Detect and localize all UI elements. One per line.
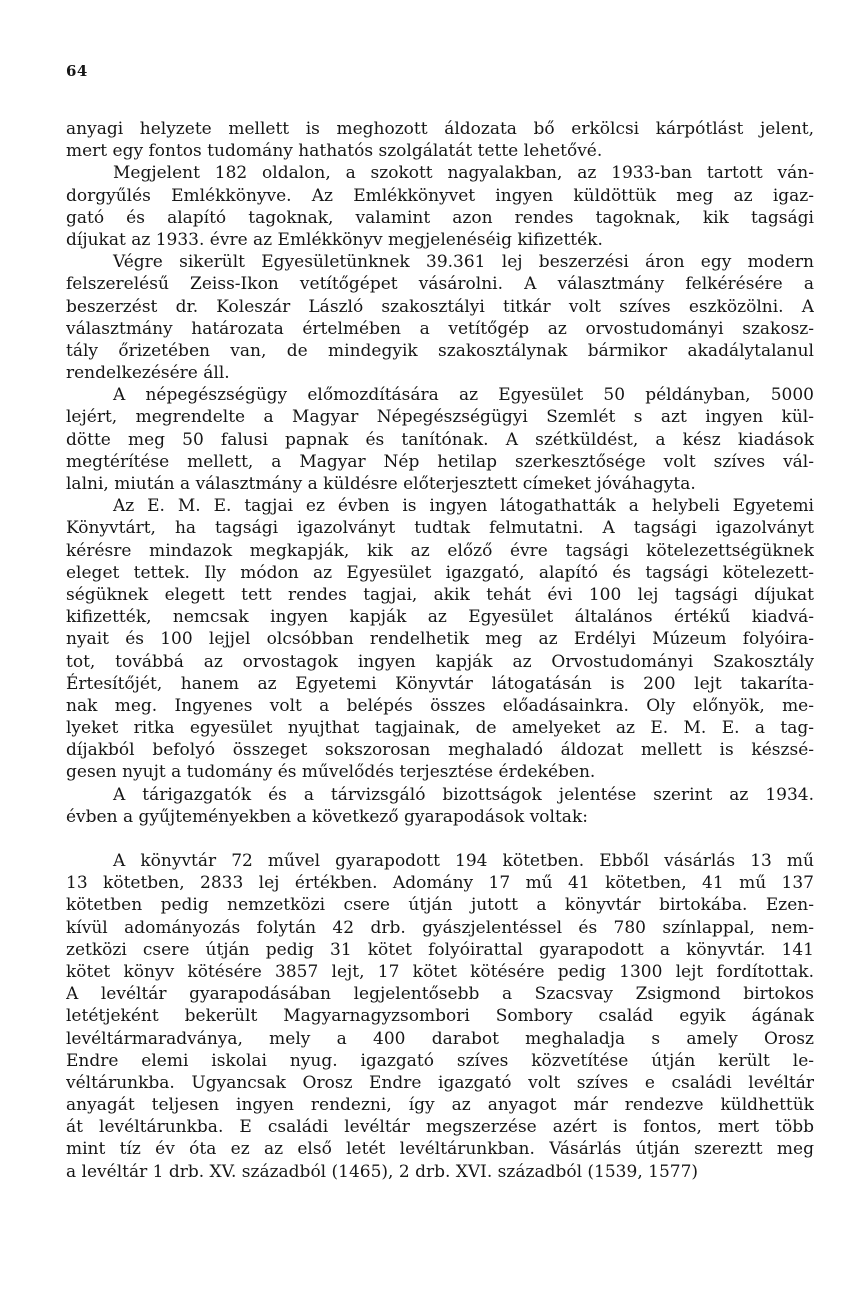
text-line: lalni, miután a választmány a küldésre előterjesztett címeket jóváhagyta. [66, 474, 696, 494]
paragraph-gap [66, 828, 814, 850]
text-line: gató és alapító tagoknak, valamint azon rendes tagoknak, kik tagsági [66, 207, 814, 228]
text-line: Értesítőjét, hanem az Egyetemi Könyvtár látogatásán is 200 lejt takaríta- [66, 673, 814, 694]
text-line: választmány határozata értelmében a vetítőgép az orvostudományi szakosz- [66, 318, 814, 339]
paragraph [66, 162, 814, 251]
paragraph [66, 850, 814, 1183]
text-line: Endre elemi iskolai nyug. igazgató szíves közvetítése útján került le- [66, 1050, 814, 1071]
text-line: Megjelent 182 oldalon, a szokott nagyalakban, az 1933-ban tartott ván- [113, 163, 814, 184]
text-line: nak meg. Ingyenes volt a belépés összes előadásainkra. Oly előnyök, me- [66, 695, 814, 716]
text-line: évben a gyűjteményekben a következő gyarapodások voltak: [66, 806, 588, 827]
text-line: nyait és 100 lejjel olcsóbban rendelhetik meg az Erdélyi Múzeum folyóira- [66, 629, 814, 650]
text-line: letétjeként bekerült Magyarnagyzsombori Sombory család egyik ágának [66, 1006, 814, 1027]
text-line: kívül adományozás folytán 42 drb. gyászjelentéssel és 780 színlappal, nem- [66, 917, 814, 938]
text-line: kifizették, nemcsak ingyen kapják az Egyesület általános értékű kiadvá- [66, 607, 814, 628]
paragraph [66, 495, 814, 783]
text-line: gesen nyujt a tudomány és művelődés terjesztése érdekében. [66, 762, 596, 783]
text-line: lyeket ritka egyesület nyujthat tagjainak, de amelyeket az E. M. E. a tag- [66, 718, 814, 739]
text-line: véltárunkba. Ugyancsak Orosz Endre igazgató volt szíves e családi levéltár [66, 1072, 814, 1093]
text-line: felszerelésű Zeiss-Ikon vetítőgépet vásárolni. A választmány felkérésére a [66, 274, 814, 295]
text-line: A levéltár gyarapodásában legjelentősebb a Szacsvay Zsigmond birtokos [66, 984, 814, 1005]
text-line: ségüknek elegett tett rendes tagjai, akik tehát évi 100 lej tagsági díjukat [66, 584, 814, 605]
paragraph [66, 784, 814, 828]
text-line: lejért, megrendelte a Magyar Népegészségügyi Szemlét s azt ingyen kül- [66, 407, 814, 428]
paragraph [66, 251, 814, 384]
text-line: A tárigazgatók és a tárvizsgáló bizottságok jelentése szerint az 1934. [113, 784, 814, 805]
text-line: a levéltár 1 drb. XV. századból (1465), 2 drb. XVI. századból (1539, 1577) [66, 1161, 699, 1182]
text-line: díjukat az 1933. évre az Emlékkönyv megjelenéséig kifizették. [66, 229, 603, 250]
text-line: Végre sikerült Egyesületünknek 39.361 lej beszerzési áron egy modern [113, 252, 814, 273]
paragraph [66, 384, 814, 495]
text-line: kötetben pedig nemzetközi csere útján jutott a könyvtár birtokába. Ezen- [66, 895, 814, 916]
text-line: Az E. M. E. tagjai ez évben is ingyen látogathatták a helybeli Egyetemi [113, 496, 814, 517]
text-line: levéltármaradványa, mely a 400 darabot meghaladja s amely Orosz [66, 1028, 814, 1049]
text-line: megtérítése mellett, a Magyar Nép hetilap szerkesztősége volt szíves vál- [66, 451, 814, 472]
text-line: eleget tettek. Ily módon az Egyesület igazgató, alapító és tagsági kötelezett- [66, 562, 814, 583]
text-line: beszerzést dr. Koleszár László szakosztályi titkár volt szíves eszközölni. A [66, 296, 814, 317]
text-line: zetközi csere útján pedig 31 kötet folyóirattal gyarapodott a könyvtár. 141 [66, 939, 814, 960]
paragraph [66, 118, 814, 162]
text-line: dorgyűlés Emlékkönyve. Az Emlékkönyvet ingyen küldöttük meg az igaz- [66, 185, 814, 206]
text-line: át levéltárunkba. E családi levéltár megszerzése azért is fontos, mert több [66, 1117, 814, 1138]
text-line: A könyvtár 72 művel gyarapodott 194 kötetben. Ebből vásárlás 13 mű [113, 851, 814, 871]
text-line: tály őrizetében van, de mindegyik szakosztálynak bármikor akadálytalanul [66, 340, 814, 361]
text-line: anyagi helyzete mellett is meghozott áldozata bő erkölcsi kárpótlást jelent, [66, 119, 814, 139]
text-line: dötte meg 50 falusi papnak és tanítónak. A szétküldést, a kész kiadások [66, 429, 814, 450]
page-number: 64 [66, 62, 88, 80]
body-text [66, 118, 814, 1183]
text-line: mert egy fontos tudomány hathatós szolgálatát tette lehetővé. [66, 141, 603, 162]
text-line: Könyvtárt, ha tagsági igazolványt tudtak felmutatni. A tagsági igazolványt [66, 518, 814, 539]
text-line: A népegészségügy előmozdítására az Egyesület 50 példányban, 5000 [113, 385, 814, 406]
text-line: mint tíz év óta ez az első letét levéltárunkban. Vásárlás útján szereztt meg [66, 1139, 814, 1160]
text-line: kérésre mindazok megkapják, kik az előző évre tagsági kötelezettségüknek [66, 540, 814, 561]
text-line: 13 kötetben, 2833 lej értékben. Adomány 17 mű 41 kötetben, 41 mű 137 [66, 873, 814, 894]
text-line: díjakból befolyó összeget sokszorosan meghaladó áldozat mellett is készsé- [66, 740, 814, 761]
text-line: tot, továbbá az orvostagok ingyen kapják az Orvostudományi Szakosztály [66, 651, 814, 672]
text-line: rendelkezésére áll. [66, 363, 230, 384]
text-line: anyagát teljesen ingyen rendezni, így az anyagot már rendezve küldhettük [66, 1095, 814, 1116]
text-line: kötet könyv kötésére 3857 lejt, 17 kötet kötésére pedig 1300 lejt fordítottak. [66, 961, 814, 982]
